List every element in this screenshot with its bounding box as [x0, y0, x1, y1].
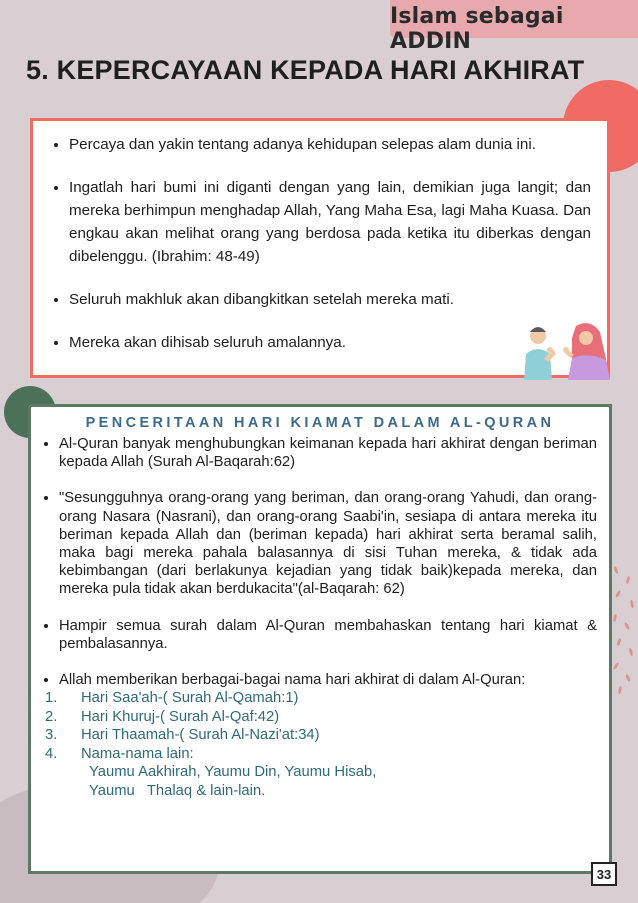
- names-list: [31, 689, 609, 763]
- list-item: • Mereka akan dihisab seluruh amalannya.: [69, 331, 591, 354]
- names-list-item: [45, 708, 609, 727]
- list-item: • Allah memberikan berbagai-bagai nama hari akhirat di dalam Al-Quran:: [59, 671, 597, 689]
- list-item: • Ingatlah hari bumi ini diganti dengan yang lain, demikian juga langit; dan mereka berhimpun menghadap Allah, Yang Maha Esa, lagi Maha Kuasa. Dan engkau akan melihat orang yang berdosa pada ketika itu diberkas dengan dibelenggu. (Ibrahim: 48-49): [69, 176, 591, 268]
- other-names-line: Yaumu Aakhirah, Yaumu Din, Yaumu Hisab,: [89, 764, 377, 781]
- item-number: 1.: [45, 690, 58, 707]
- item-number: 4.: [45, 745, 58, 762]
- page-number: 33: [591, 862, 617, 886]
- section-title: PENCERITAAN HARI KIAMAT DALAM AL-QURAN: [85, 415, 555, 431]
- item-number: 2.: [45, 708, 58, 725]
- quran-narration-box: [28, 404, 612, 874]
- item-number: 3.: [45, 727, 58, 744]
- page-heading: 5. KEPERCAYAAN KEPADA HARI AKHIRAT: [26, 55, 585, 85]
- list-item: • Seluruh makhluk akan dibangkitkan setelah mereka mati.: [69, 288, 591, 311]
- list-item: • Percaya dan yakin tentang adanya kehidupan selepas alam dunia ini.: [69, 133, 591, 156]
- list-item: • Al-Quran banyak menghubungkan keimanan kepada hari akhirat dengan beriman kepada Allah (Surah Al-Baqarah:62): [59, 435, 597, 471]
- header-banner: [390, 0, 638, 54]
- people-praying-illustration: [510, 318, 610, 380]
- other-names-line: Yaumu Thalaq & lain-lain.: [89, 782, 266, 799]
- item-text: Hari Thaamah-( Surah Al-Nazi'at:34): [81, 727, 320, 744]
- decorative-dots: [610, 560, 638, 700]
- list-item: • Hampir semua surah dalam Al-Quran membahaskan tentang hari kiamat & pembalasannya.: [59, 617, 597, 653]
- item-text: Hari Khuruj-( Surah Al-Qaf:42): [81, 708, 280, 725]
- names-list-item: [45, 689, 609, 708]
- item-text: Nama-nama lain:: [81, 745, 194, 762]
- list-item: • "Sesungguhnya orang-orang yang beriman, dan orang-orang Yahudi, dan orang-orang Nasara (Nasrani), dan orang-orang Saabi'in, sesiapa di antara mereka itu beriman kepada Allah dan (beriman kepada) hari akhirat serta beramal salih, maka bagi mereka pahala balasannya di sisi Tuhan mereka, & tidak ada kebimbangan (dari berlakunya kejadian yang tidak baik)kepada mereka, dan mereka pula tidak akan berdukacita"(al-Baqarah: 62): [59, 489, 597, 598]
- names-list-item: [45, 726, 609, 745]
- names-list-item: [45, 745, 609, 764]
- narration-list: [31, 435, 609, 689]
- banner-title: Islam sebagai ADDIN: [390, 4, 564, 54]
- item-text: Hari Saa'ah-( Surah Al-Qamah:1): [81, 690, 299, 707]
